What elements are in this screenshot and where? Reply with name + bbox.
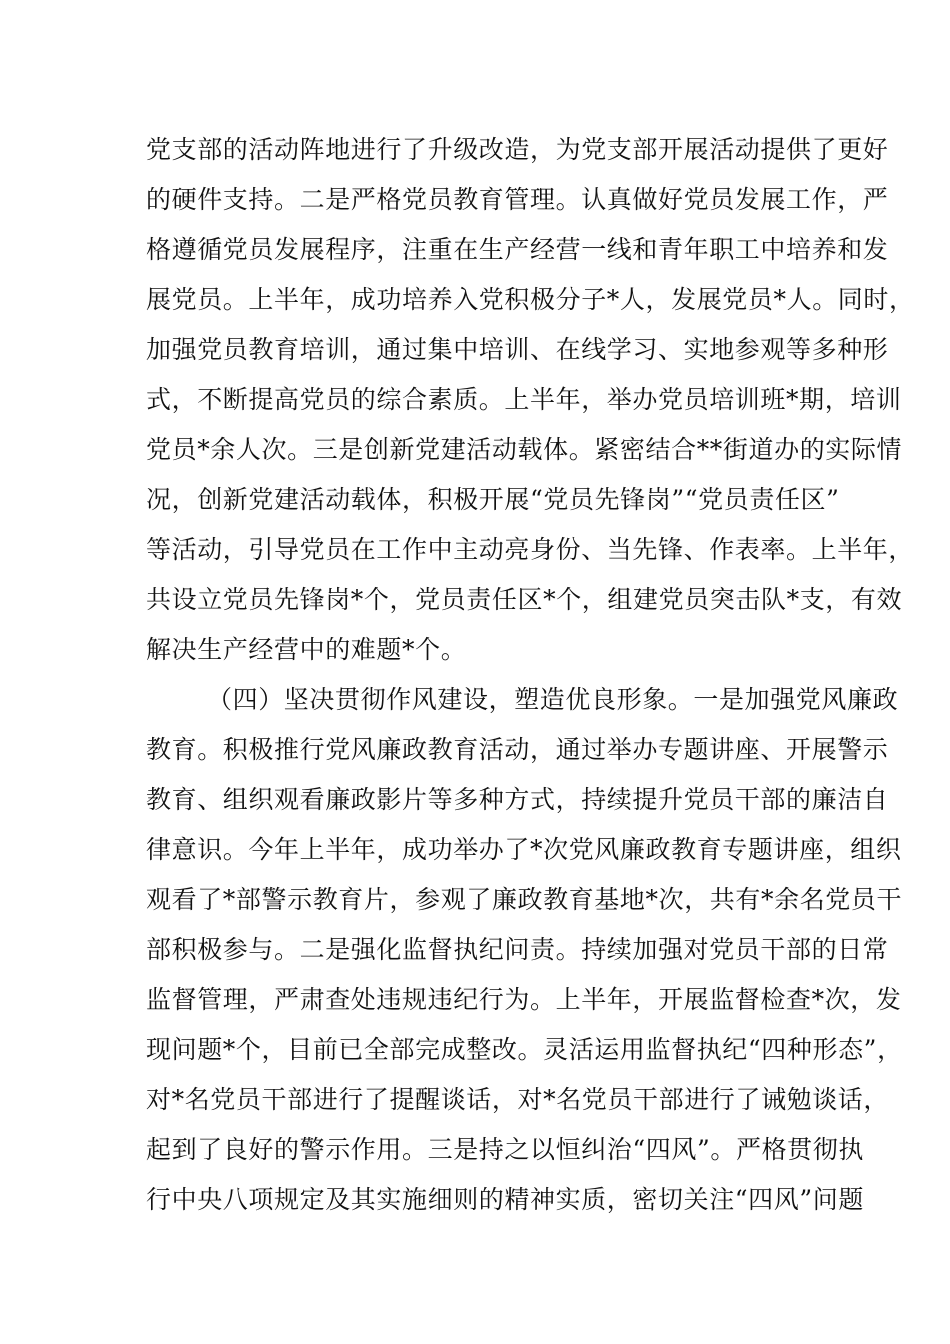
text-line: 解决生产经营中的难题*个。 — [146, 635, 467, 664]
text-line: 律意识。今年上半年，成功举办了*次党风廉政教育专题讲座，组织 — [146, 835, 902, 864]
text-line: 加强党员教育培训，通过集中培训、在线学习、实地参观等多种形 — [146, 335, 889, 364]
text-line: 共设立党员先锋岗*个，党员责任区*个，组建党员突击队*支，有效 — [146, 585, 903, 614]
text-line: 况，创新党建活动载体，积极开展“党员先锋岗”“党员责任区” — [146, 485, 840, 514]
text-line: 部积极参与。二是强化监督执纪问责。持续加强对党员干部的日常 — [146, 935, 889, 964]
text-line: 党支部的活动阵地进行了升级改造，为党支部开展活动提供了更好 — [146, 135, 889, 164]
text-line: 党员*余人次。三是创新党建活动载体。紧密结合**街道办的实际情 — [146, 435, 903, 464]
section-heading-line: （四）坚决贯彻作风建设，塑造优良形象。一是加强党风廉政 — [207, 685, 899, 714]
text-line: 起到了良好的警示作用。三是持之以恒纠治“四风”。严格贯彻执 — [146, 1135, 864, 1164]
text-line: 教育、组织观看廉政影片等多种方式，持续提升党员干部的廉洁自 — [146, 785, 889, 814]
text-line: 式，不断提高党员的综合素质。上半年，举办党员培训班*期，培训 — [146, 385, 902, 414]
text-line: 对*名党员干部进行了提醒谈话，对*名党员干部进行了诫勉谈话， — [146, 1085, 890, 1114]
text-line: 的硬件支持。二是严格党员教育管理。认真做好党员发展工作，严 — [146, 185, 889, 214]
text-line: 格遵循党员发展程序，注重在生产经营一线和青年职工中培养和发 — [146, 235, 889, 264]
text-line: 等活动，引导党员在工作中主动亮身份、当先锋、作表率。上半年， — [146, 535, 915, 564]
text-line: 行中央八项规定及其实施细则的精神实质，密切关注“四风”问题 — [146, 1185, 864, 1214]
text-line: 现问题*个，目前已全部完成整改。灵活运用监督执纪“四种形态”， — [146, 1035, 903, 1064]
text-line: 观看了*部警示教育片，参观了廉政教育基地*次，共有*余名党员干 — [146, 885, 903, 914]
text-line: 教育。积极推行党风廉政教育活动，通过举办专题讲座、开展警示 — [146, 735, 889, 764]
text-line: 监督管理，严肃查处违规违纪行为。上半年，开展监督检查*次，发 — [146, 985, 902, 1014]
text-line: 展党员。上半年，成功培养入党积极分子*人，发展党员*人。同时， — [146, 285, 915, 314]
